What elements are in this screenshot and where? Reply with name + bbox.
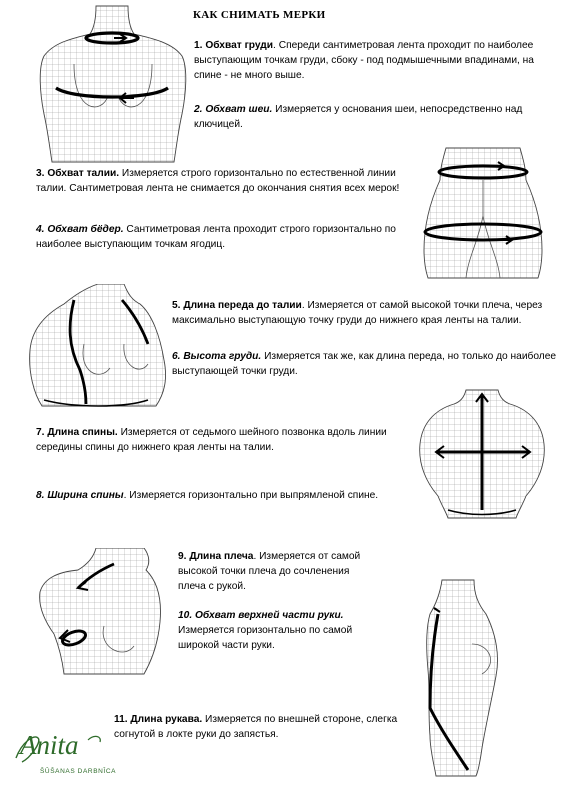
sleeve-figure	[416, 578, 506, 778]
item-9-text: . Измеряется от самой высокой точки плеча до сочленения плеча с рукой.	[178, 551, 361, 592]
item-2-title: 2. Обхват шеи.	[194, 104, 273, 115]
item-6-text: Измеряется так же, как длина переда, но только до наиболее выступающей точки груди.	[172, 351, 557, 377]
waist-hips-figure	[418, 146, 548, 280]
item-4-text: Сантиметровая лента проходит строго горизонтально по наиболее выступающим точкам ягодиц.	[36, 224, 396, 250]
anita-logo	[8, 728, 117, 775]
item-3-title: 3. Обхват талии.	[36, 168, 120, 179]
item-5-front-length	[172, 298, 568, 328]
shoulder-arm-figure	[34, 548, 164, 676]
page-title: КАК СНИМАТЬ МЕРКИ	[193, 9, 326, 21]
item-10-text: Измеряется горизонтально по самой широкой части руки.	[178, 625, 353, 651]
item-4-title: 4. Обхват бёдер.	[36, 224, 124, 235]
item-6-title: 6. Высота груди.	[172, 351, 262, 362]
item-10-upper-arm	[178, 608, 388, 653]
item-7-title: 7. Длина спины.	[36, 427, 118, 438]
item-10-title: 10. Обхват верхней части руки.	[178, 610, 344, 621]
item-5-title: 5. Длина переда до талии	[172, 300, 302, 311]
item-2-neck-girth	[194, 102, 564, 132]
item-2-text: Измеряется у основания шеи, непосредственно над ключицей.	[194, 104, 523, 130]
item-9-title: 9. Длина плеча	[178, 551, 254, 562]
front-length-figure	[24, 284, 170, 412]
item-3-waist-girth	[36, 166, 406, 196]
item-7-back-length	[36, 425, 400, 455]
item-11-text: Измеряется по внешней стороне, слегка согнутой в локте руки до запястья.	[114, 714, 398, 740]
item-7-text: Измеряется от седьмого шейного позвонка вдоль линии середины спины до нижнего края ленты на талии.	[36, 427, 387, 453]
back-figure	[418, 388, 546, 520]
item-1-title: 1. Обхват груди	[194, 40, 274, 51]
item-4-hip-girth	[36, 222, 406, 252]
item-5-text: . Измеряется от самой высокой точки плеча, через максимально выступающую точку груди до нижнего края ленты на талии.	[172, 300, 543, 326]
item-9-shoulder-length	[178, 549, 378, 594]
bust-neck-figure	[34, 4, 190, 164]
item-8-text: . Измеряется горизонтально при выпрямленой спине.	[123, 490, 379, 501]
item-8-back-width	[36, 488, 400, 503]
item-3-text: Измеряется строго горизонтально по естественной линии талии. Сантиметровая лента не снимается до окончания снятия всех мерок!	[36, 168, 400, 194]
logo-name: Anita	[20, 730, 79, 760]
item-8-title: 8. Ширина спины	[36, 490, 124, 501]
item-1-text: . Спереди сантиметровая лента проходит по наиболее выступающим точкам груди, сбоку - под подмышечными впадинами, на спине - не много выше.	[194, 40, 534, 81]
item-11-title: 11. Длина рукава.	[114, 714, 203, 725]
item-11-sleeve-length	[114, 712, 414, 742]
item-1-bust-girth	[194, 38, 564, 83]
logo-subtitle: ŠŪŠANAS DARBNĪCA	[40, 768, 117, 775]
item-6-bust-height	[172, 349, 568, 379]
